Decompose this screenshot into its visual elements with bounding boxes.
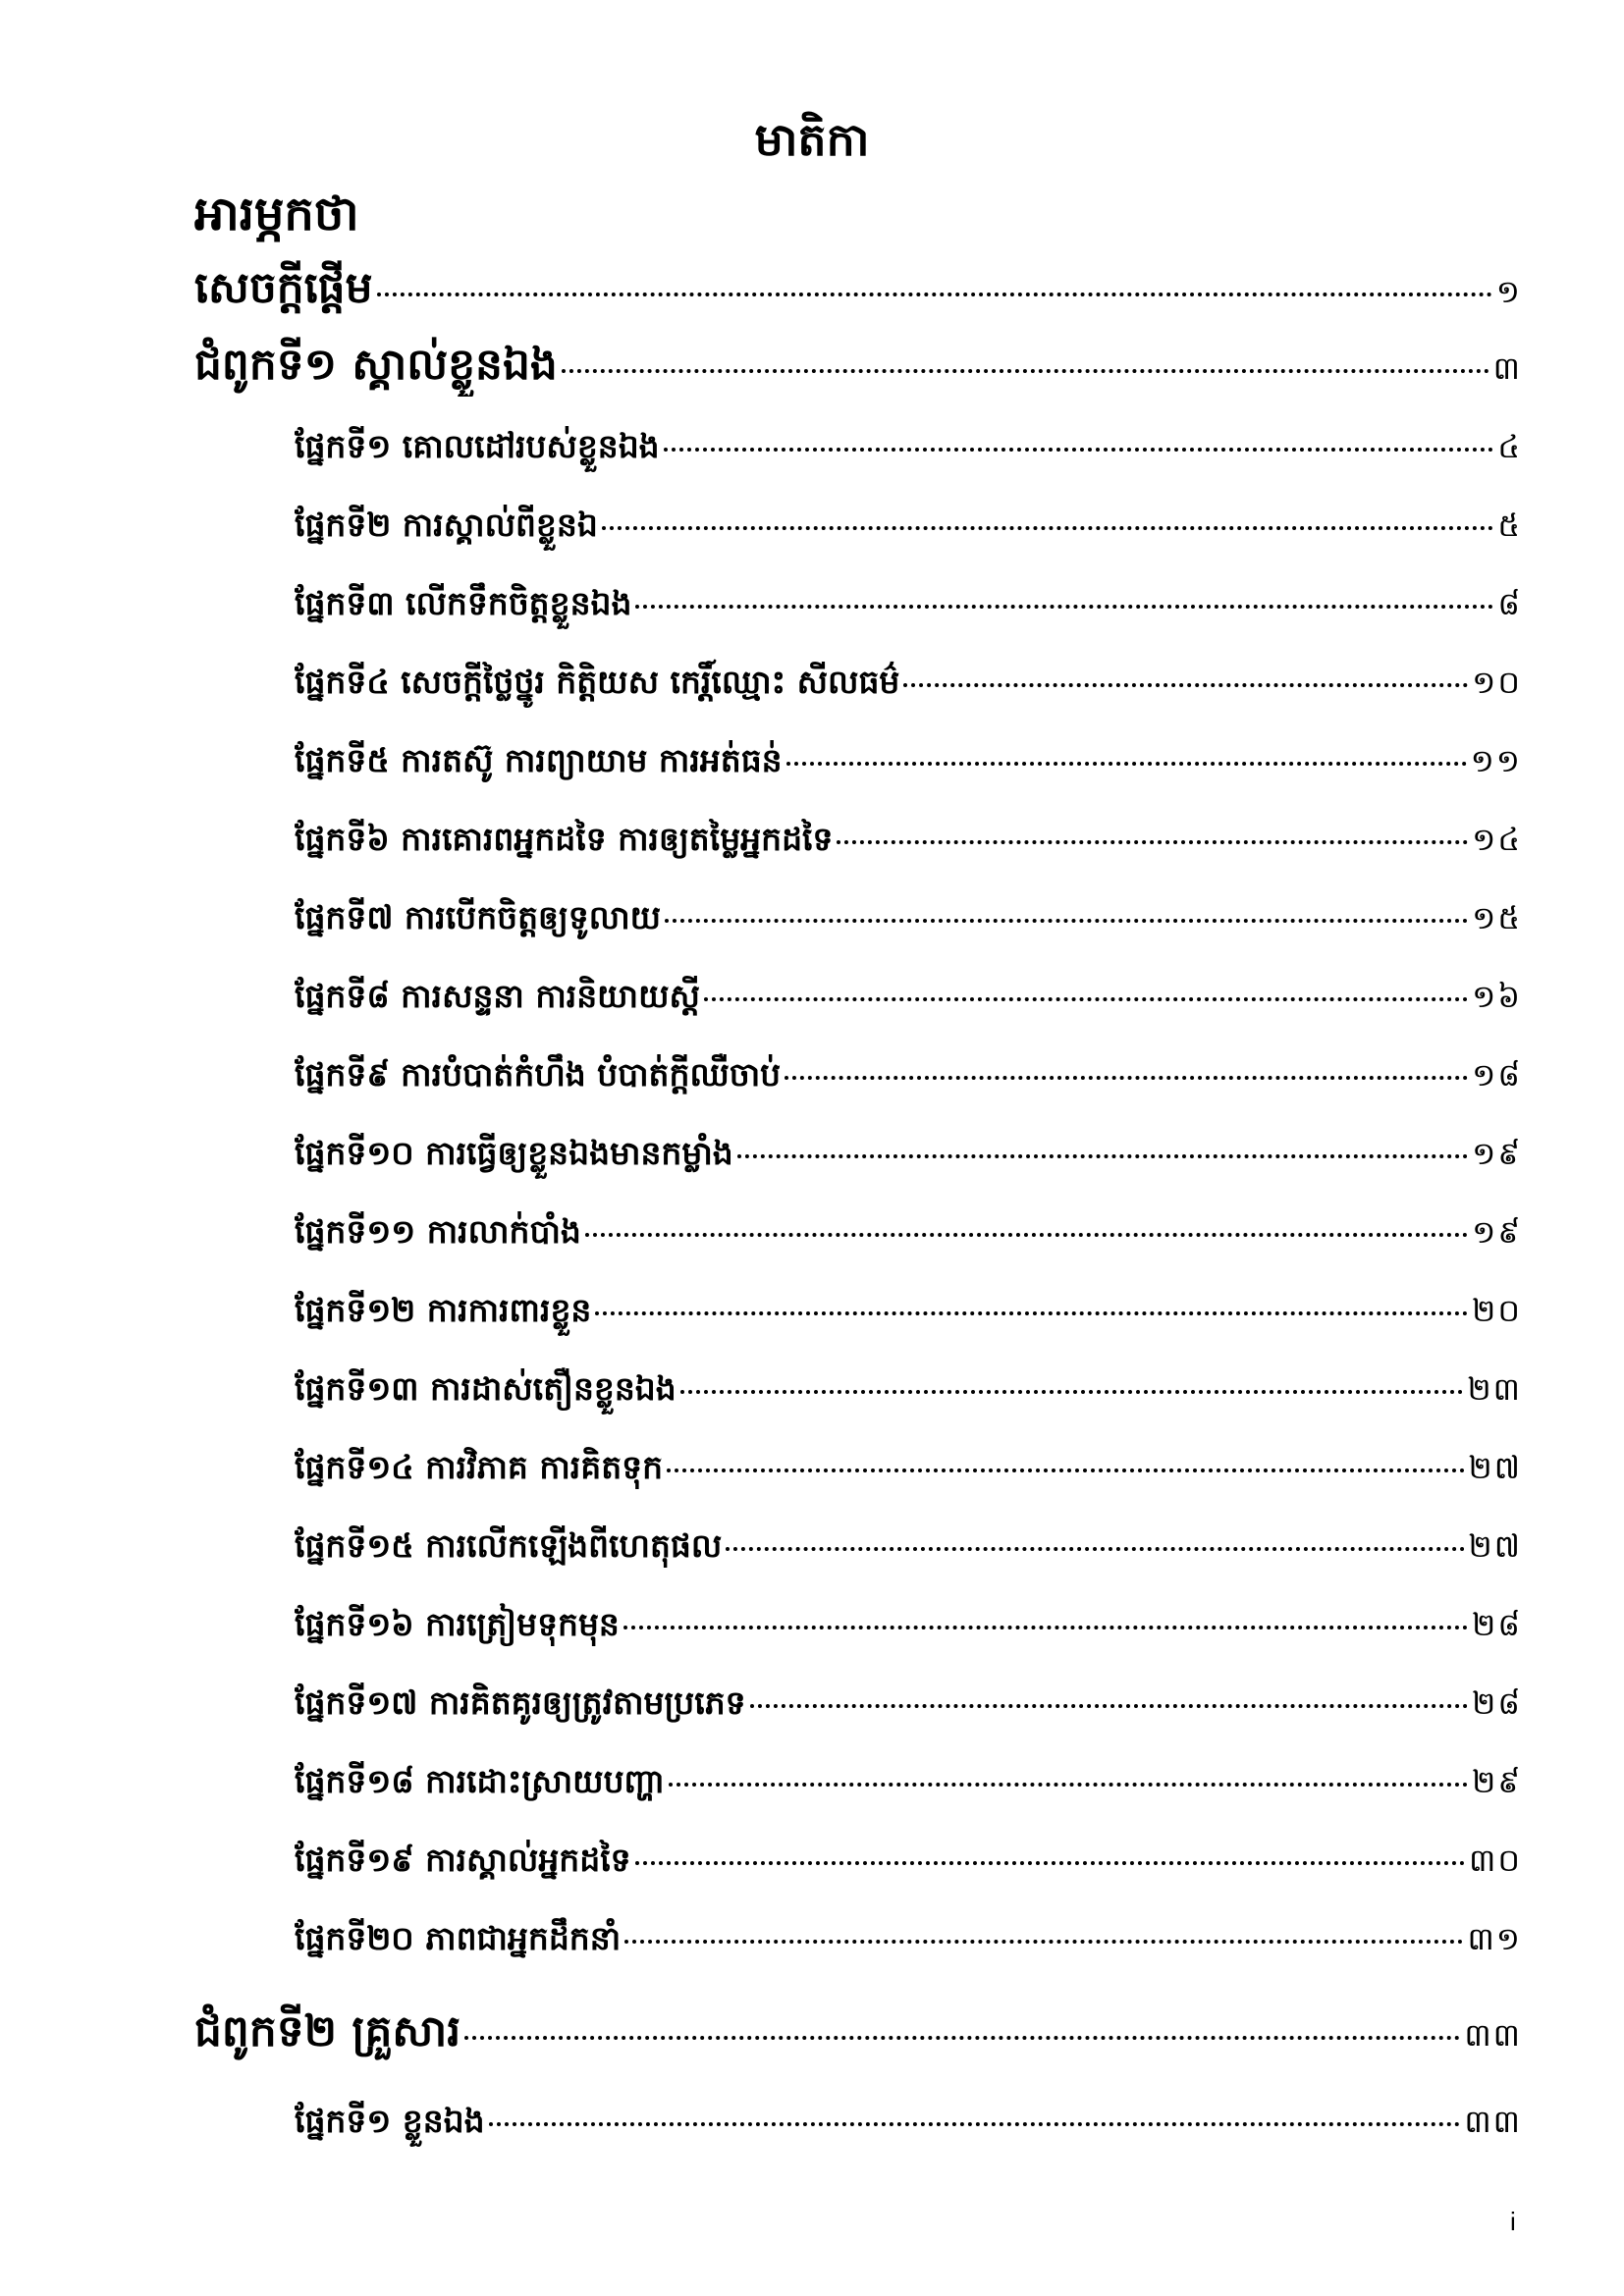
toc-entry [295, 1598, 1522, 1651]
toc-entry-page: ៣១ [1467, 1920, 1522, 1957]
toc-entry [295, 813, 1522, 866]
toc-entry-label: ផ្នែកទី១៤ ការវិភាគ ការគិតទុក [295, 1448, 664, 1486]
toc-entry [194, 2001, 1522, 2063]
toc-entry [295, 1362, 1522, 1415]
toc-entry-label: ផ្នែកទី១ ខ្លួនឯង [295, 2102, 485, 2140]
toc-entry-page: ១១ [1470, 742, 1522, 779]
toc-entry-label: ផ្នែកទី១៩ ការស្គាល់អ្នកដទៃ [295, 1841, 631, 1879]
toc-entry-label: ផ្នែកទី១២ ការការពារខ្លួន [295, 1291, 592, 1329]
dot-leader [623, 1626, 1468, 1629]
toc-entry-page: ២៩ [1472, 1763, 1522, 1800]
dot-leader [562, 369, 1489, 373]
toc-entry [295, 891, 1522, 944]
toc-entry-page: ១៨ [1472, 1056, 1522, 1094]
dot-leader [602, 526, 1494, 530]
dot-leader [737, 1154, 1468, 1158]
toc-entry-page: ៣៣ [1464, 2016, 1522, 2054]
toc-entry-label: ផ្នែកទី២ ការស្គាល់ពីខ្លួនឯ [295, 506, 598, 544]
toc-entry [295, 1441, 1522, 1494]
toc-entry-label: ផ្នែកទី១៣ ការដាស់តឿនខ្លួនឯង [295, 1369, 677, 1408]
toc-entry [295, 970, 1522, 1023]
page-title: មាតិកា [754, 113, 870, 166]
dot-leader [750, 1704, 1469, 1708]
dot-leader [837, 840, 1468, 844]
toc-entry-label: ផ្នែកទី១១ ការលាក់បាំង [295, 1212, 581, 1251]
toc-entry-label: ផ្នែកទី៣ លើកទឹកចិត្តខ្លួនឯង [295, 584, 632, 622]
dot-leader [669, 1783, 1468, 1787]
toc-entry-label: ផ្នែកទី១៧ ការគិតគូរឲ្យត្រូវតាមប្រភេទ [295, 1683, 746, 1722]
dot-leader [667, 1468, 1464, 1472]
toc-entry-label: ផ្នែកទី១០ ការធ្វើឲ្យខ្លួនឯងមានកម្លាំង [295, 1134, 733, 1172]
toc-entry-page: ២៧ [1468, 1449, 1522, 1486]
toc-entry-page: ២៨ [1472, 1684, 1522, 1722]
toc-entry [194, 334, 1522, 397]
toc-entry-label: សេចក្តីផ្តើម [194, 263, 373, 313]
toc-entry [295, 1755, 1522, 1808]
toc-entry-label: ផ្នែកទី២០ ភាពជាអ្នកដឹកនាំ [295, 1919, 622, 1957]
toc-entry-page: ៣ [1492, 349, 1522, 387]
page-number: i [1510, 2207, 1516, 2236]
dot-leader [377, 293, 1492, 296]
toc-entry [295, 1520, 1522, 1573]
toc-entry [295, 577, 1522, 630]
dot-leader [665, 919, 1468, 923]
dot-leader [585, 1233, 1468, 1237]
toc-entry-page: ១៩ [1472, 1135, 1522, 1172]
toc-entry [295, 734, 1522, 787]
dot-leader [664, 448, 1494, 452]
toc-entry [295, 499, 1522, 552]
toc-entry-label: ផ្នែកទី៦ ការគោរពអ្នកដទៃ ការឲ្យតម្លៃអ្នកដទៃ [295, 820, 834, 858]
dot-leader [704, 997, 1468, 1001]
toc-entry-page: ១៤ [1472, 821, 1522, 858]
toc-entry-label: ផ្នែកទី៧ ការបើកចិត្តឲ្យទូលាយ [295, 898, 662, 936]
toc-entry-page: ១៥ [1472, 899, 1522, 936]
dot-leader [635, 605, 1493, 609]
toc-entry-page: ៥ [1497, 507, 1522, 544]
toc-entry-page: ២៨ [1472, 1606, 1522, 1643]
toc-entry-label: ផ្នែកទី៨ ការសន្ទនា ការនិយាយស្តី [295, 977, 700, 1015]
toc-entry [295, 2095, 1522, 2148]
toc-entry-label: ផ្នែកទី៤ សេចក្តីថ្លៃថ្នូរ កិត្តិយស កេរ្តិ៍ឈ្មោះ សីលធម៌ [295, 663, 900, 701]
toc-entry-page: ១៩ [1472, 1213, 1522, 1251]
toc-entry [295, 1205, 1522, 1258]
toc-entry-label: ផ្នែកទី៥ ការតស៊ូ ការព្យាយាម ការអត់ធន់ [295, 741, 783, 779]
dot-leader [489, 2122, 1461, 2126]
toc-entry-page: ១០ [1472, 664, 1522, 701]
toc-entry [295, 656, 1522, 709]
toc-entry-page: ២៧ [1468, 1527, 1522, 1565]
toc-entry [295, 1912, 1522, 1965]
toc-entry-page: ១ [1495, 273, 1522, 310]
toc-entry-label: ផ្នែកទី១៥ ការលើកឡើងពីហេតុផល [295, 1526, 723, 1565]
toc-entry [295, 1048, 1522, 1101]
dot-leader [464, 2036, 1460, 2040]
dot-leader [785, 1076, 1468, 1080]
dot-leader [624, 1940, 1463, 1944]
toc-entry [194, 257, 1522, 320]
toc-entry-page: ៣៣ [1464, 2103, 1522, 2140]
dot-leader [595, 1311, 1468, 1315]
toc-entry-page: ១៦ [1472, 978, 1522, 1015]
toc-entry-label: ជំពូកទី២ គ្រួសារ [194, 2006, 461, 2056]
toc-entry-label: ផ្នែកទី១៦ ការត្រៀមទុកមុន [295, 1605, 620, 1643]
toc-entry-page: ៤ [1497, 428, 1522, 465]
dot-leader [680, 1390, 1464, 1394]
toc-entry [295, 1834, 1522, 1887]
toc-entry [295, 1127, 1522, 1180]
toc-entry-page: ២០ [1472, 1292, 1522, 1329]
toc-entry-label: ផ្នែកទី៩ ការបំបាត់កំហឹង បំបាត់ក្តីឈឺចាប់ [295, 1055, 782, 1094]
toc-entry-page: ២៣ [1467, 1370, 1522, 1408]
dot-leader [635, 1861, 1465, 1865]
toc-entry-page: ៨ [1497, 585, 1522, 622]
toc-entry-label: ផ្នែកទី១៨ ការដោះស្រាយបញ្ហា [295, 1762, 665, 1800]
toc-heading-preface: អារម្ភកថា [194, 187, 359, 241]
toc-entry [295, 1677, 1522, 1730]
toc-entry [295, 1284, 1522, 1337]
toc-entry-label: ជំពូកទី១ ស្គាល់ខ្លួនឯង [194, 340, 558, 390]
toc-entry [295, 420, 1522, 473]
dot-leader [786, 762, 1467, 766]
toc-entry-label: ផ្នែកទី១ គោលដៅរបស់ខ្លួនឯង [295, 427, 660, 465]
dot-leader [726, 1547, 1464, 1551]
dot-leader [903, 683, 1468, 687]
toc-entry-page: ៣០ [1469, 1842, 1522, 1879]
